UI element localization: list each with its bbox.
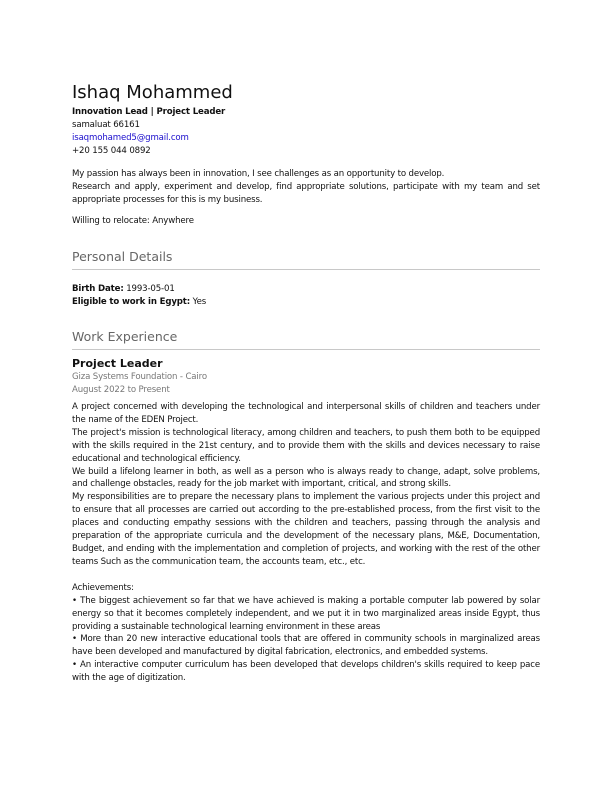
email-link[interactable]: isaqmohamed5@gmail.com	[72, 133, 189, 143]
description-paragraph: We build a lifelong learner in both, as well as a person who is always ready to change, adapt, solve problems, and challenge obstacles, ready for the job market with important, critical, and strong skills.	[72, 466, 540, 490]
divider	[72, 349, 540, 350]
achievement-item: • An interactive computer curriculum has been developed that develops children's skills required to keep pace with the age of digitization.	[72, 660, 540, 684]
personal-details-section	[72, 249, 540, 309]
relocate: Willing to relocate: Anywhere	[72, 216, 194, 226]
job-entry	[72, 357, 540, 685]
company: Giza Systems Foundation - Cairo	[72, 372, 207, 382]
achievements	[72, 582, 540, 685]
description-paragraph: A project concerned with developing the technological and interpersonal skills of children and teachers under the name of the EDEN Project.	[72, 402, 540, 425]
location: samaluat 66161	[72, 120, 140, 130]
divider	[72, 269, 540, 270]
summary-line: Research and apply, experiment and develop, find appropriate solutions, participate with my team and set appropriate processes for this is my business.	[72, 181, 540, 205]
description-paragraph: The project's mission is technological literacy, among children and teachers, to push them both to be equipped with the skills required in the 21st century, and to provide them with the skills and devices necessary to raise educational and technological efficiency.	[72, 427, 540, 464]
headline: Innovation Lead | Project Leader	[72, 107, 226, 117]
phone: +20 155 044 0892	[72, 146, 151, 156]
job-description	[72, 401, 540, 569]
achievement-item: • More than 20 new interactive educational tools that are offered in community schools in marginalized areas have been developed and manufactured by digital fabrication, electronics, and embedded systems.	[72, 634, 540, 658]
summary	[72, 168, 540, 207]
summary-line: My passion has always been in innovation, I see challenges as an opportunity to develop.	[72, 169, 445, 179]
candidate-name: Ishaq Mohammed	[72, 82, 233, 103]
description-paragraph: My responsibilities are to prepare the necessary plans to implement the various projects under this project and to ensure that all processes are carried out according to the pre-established process, from the first visit to the places and conducting empathy sessions with the children and teachers, passing through the analysis and preparation of the appropriate curricula and the development of the necessary plans, M&E, Documentation, Budget, and ending with the implementation and completion of projects, and working with the rest of the other teams Such as the communication team, the accounts team, etc., etc.	[72, 492, 540, 567]
job-title: Project Leader	[72, 357, 163, 370]
section-title: Personal Details	[72, 249, 173, 264]
resume-header	[72, 82, 540, 158]
birth-date-label: Birth Date:	[72, 284, 124, 294]
achievements-label: Achievements:	[72, 582, 134, 593]
job-dates: August 2022 to Present	[72, 385, 170, 395]
eligible-label: Eligible to work in Egypt:	[72, 297, 191, 307]
section-title: Work Experience	[72, 329, 178, 344]
birth-date-value: 1993-05-01	[126, 284, 175, 294]
achievement-item: • The biggest achievement so far that we have achieved is making a portable computer lab powered by solar energy so that it becomes completely independent, and we put it in two marginalized areas inside Egypt, thus providing a sustainable technological learning environment in these areas	[72, 595, 540, 632]
work-experience-section	[72, 329, 540, 685]
eligible-value: Yes	[192, 297, 207, 307]
